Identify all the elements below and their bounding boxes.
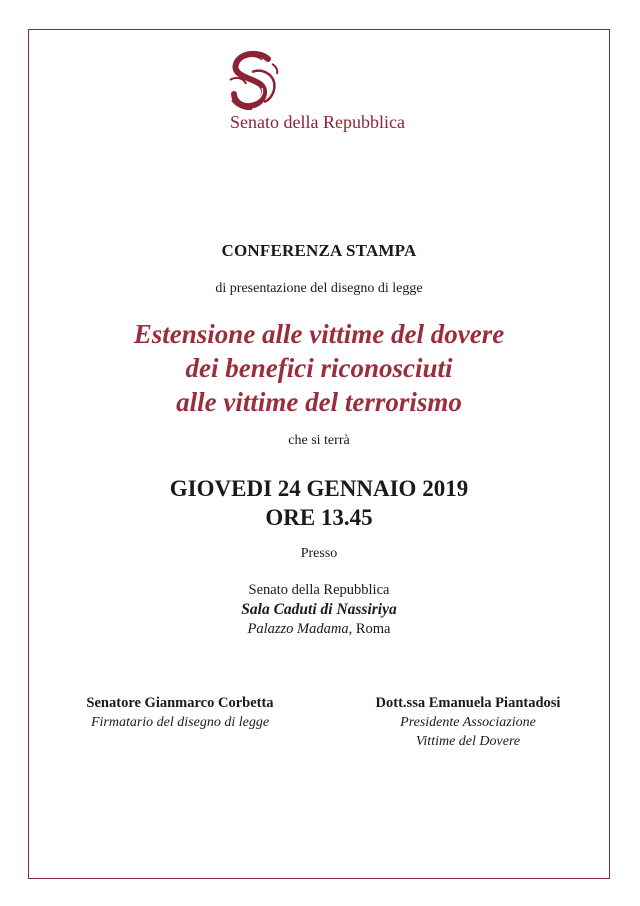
location-label: Presso bbox=[300, 546, 338, 561]
signatory-senator bbox=[60, 693, 300, 732]
event-time: ORE 13.45 bbox=[265, 505, 373, 530]
signatory-name: Senatore Gianmarco Corbetta bbox=[86, 695, 274, 711]
bill-title-line: dei benefici riconosciuti bbox=[185, 353, 453, 383]
venue-room: Sala Caduti di Nassiriya bbox=[241, 601, 397, 618]
event-datetime bbox=[28, 474, 610, 532]
signatory-association bbox=[343, 693, 593, 751]
signatory-role: Presidente Associazione bbox=[400, 715, 536, 730]
venue-address bbox=[28, 621, 610, 638]
signatory-role: Firmatario del disegno di legge bbox=[90, 715, 270, 730]
signatory-name: Dott.ssa Emanuela Piantadosi bbox=[375, 695, 561, 711]
bill-title bbox=[28, 317, 610, 419]
bill-title-line: alle vittime del terrorismo bbox=[176, 387, 462, 417]
page-border bbox=[28, 29, 610, 879]
transition-text: che si terrà bbox=[288, 433, 350, 448]
venue-palace: Palazzo Madama bbox=[247, 621, 349, 637]
venue-city: , Roma bbox=[348, 621, 391, 637]
institution-name: Senato della Repubblica bbox=[230, 112, 405, 132]
senato-monogram-s-icon bbox=[222, 50, 286, 112]
venue-institution: Senato della Repubblica bbox=[248, 582, 390, 598]
signatory-role: Vittime del Dovere bbox=[415, 734, 521, 749]
bill-title-line: Estensione alle vittime del dovere bbox=[133, 319, 505, 349]
event-title: CONFERENZA STAMPA bbox=[221, 241, 417, 260]
event-date: GIOVEDI 24 GENNAIO 2019 bbox=[169, 476, 469, 501]
event-intro: di presentazione del disegno di legge bbox=[215, 281, 423, 296]
